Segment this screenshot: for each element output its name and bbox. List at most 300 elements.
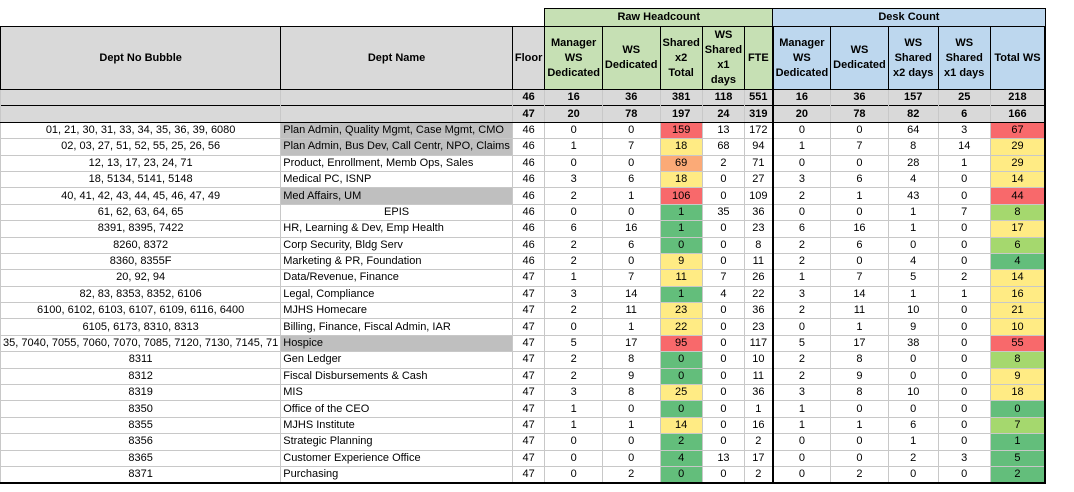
- cell-raw-shared-x1[interactable]: 0: [702, 385, 744, 401]
- cell-desk-manager[interactable]: 3: [773, 385, 831, 401]
- cell-desk-ws-dedicated[interactable]: 0: [831, 434, 889, 450]
- cell-floor[interactable]: 46: [512, 122, 545, 138]
- cell-dept-no[interactable]: 40, 41, 42, 43, 44, 45, 46, 47, 49: [1, 188, 281, 204]
- cell-fte[interactable]: 27: [745, 171, 773, 187]
- cell-total-ws[interactable]: 6: [990, 237, 1045, 253]
- cell-desk-ws-dedicated[interactable]: 0: [831, 401, 889, 417]
- cell-desk-shared-x1[interactable]: 1: [938, 286, 990, 302]
- cell-raw-shared-x1[interactable]: 0: [702, 171, 744, 187]
- cell-desk-shared-x1[interactable]: 3: [938, 450, 990, 466]
- cell-dept-no[interactable]: 61, 62, 63, 64, 65: [1, 204, 281, 220]
- cell-dept-name[interactable]: Customer Experience Office: [281, 450, 513, 466]
- cell-floor[interactable]: 46: [512, 204, 545, 220]
- cell-raw-manager[interactable]: 1: [545, 401, 603, 417]
- cell-dept-no[interactable]: 8311: [1, 352, 281, 368]
- cell-raw-ws-dedicated[interactable]: 9: [602, 368, 660, 384]
- cell-total-ws[interactable]: 9: [990, 368, 1045, 384]
- cell-desk-shared-x2[interactable]: 157: [888, 90, 938, 106]
- cell-raw-manager[interactable]: 6: [545, 221, 603, 237]
- cell-dept-no[interactable]: 12, 13, 17, 23, 24, 71: [1, 155, 281, 171]
- cell-dept-name[interactable]: Corp Security, Bldg Serv: [281, 237, 513, 253]
- cell-raw-ws-dedicated[interactable]: 78: [602, 106, 660, 122]
- cell-desk-shared-x2[interactable]: 10: [888, 385, 938, 401]
- col-header-raw-manager[interactable]: Manager WS Dedicated: [545, 27, 603, 90]
- cell-desk-ws-dedicated[interactable]: 36: [831, 90, 889, 106]
- cell-raw-shared-x1[interactable]: 0: [702, 466, 744, 483]
- cell-total-ws[interactable]: 8: [990, 204, 1045, 220]
- cell-desk-ws-dedicated[interactable]: 1: [831, 417, 889, 433]
- cell-desk-manager[interactable]: 2: [773, 352, 831, 368]
- cell-raw-manager[interactable]: 2: [545, 188, 603, 204]
- cell-total-ws[interactable]: 1: [990, 434, 1045, 450]
- cell-total-ws[interactable]: 14: [990, 171, 1045, 187]
- cell-desk-shared-x1[interactable]: 0: [938, 385, 990, 401]
- cell-desk-shared-x1[interactable]: 0: [938, 237, 990, 253]
- cell-dept-no[interactable]: 6100, 6102, 6103, 6107, 6109, 6116, 6400: [1, 303, 281, 319]
- cell-desk-shared-x1[interactable]: 2: [938, 270, 990, 286]
- cell-raw-shared-x2[interactable]: 106: [660, 188, 702, 204]
- cell-desk-manager[interactable]: 0: [773, 155, 831, 171]
- cell-desk-manager[interactable]: 0: [773, 204, 831, 220]
- cell-floor[interactable]: 47: [512, 106, 545, 122]
- cell-raw-ws-dedicated[interactable]: 0: [602, 204, 660, 220]
- col-header-desk-shared-x2[interactable]: WS Shared x2 days: [888, 27, 938, 90]
- cell-floor[interactable]: 47: [512, 352, 545, 368]
- cell-floor[interactable]: 47: [512, 466, 545, 483]
- cell-desk-ws-dedicated[interactable]: 1: [831, 188, 889, 204]
- cell-floor[interactable]: 47: [512, 417, 545, 433]
- cell-fte[interactable]: 117: [745, 335, 773, 351]
- cell-desk-shared-x1[interactable]: 25: [938, 90, 990, 106]
- cell-desk-ws-dedicated[interactable]: 6: [831, 171, 889, 187]
- cell-raw-ws-dedicated[interactable]: 1: [602, 188, 660, 204]
- cell-floor[interactable]: 47: [512, 319, 545, 335]
- cell-raw-ws-dedicated[interactable]: 0: [602, 122, 660, 138]
- cell-fte[interactable]: 36: [745, 303, 773, 319]
- cell-desk-shared-x1[interactable]: 3: [938, 122, 990, 138]
- cell-fte[interactable]: 22: [745, 286, 773, 302]
- cell-dept-no[interactable]: [1, 90, 281, 106]
- cell-raw-shared-x2[interactable]: 0: [660, 466, 702, 483]
- cell-raw-manager[interactable]: 3: [545, 171, 603, 187]
- cell-fte[interactable]: 26: [745, 270, 773, 286]
- cell-desk-manager[interactable]: 5: [773, 335, 831, 351]
- cell-desk-shared-x1[interactable]: 0: [938, 466, 990, 483]
- cell-desk-shared-x1[interactable]: 0: [938, 253, 990, 269]
- cell-raw-ws-dedicated[interactable]: 6: [602, 237, 660, 253]
- cell-desk-ws-dedicated[interactable]: 0: [831, 204, 889, 220]
- cell-total-ws[interactable]: 44: [990, 188, 1045, 204]
- cell-desk-manager[interactable]: 0: [773, 319, 831, 335]
- cell-total-ws[interactable]: 29: [990, 155, 1045, 171]
- cell-raw-shared-x1[interactable]: 0: [702, 401, 744, 417]
- cell-desk-ws-dedicated[interactable]: 0: [831, 122, 889, 138]
- cell-raw-shared-x2[interactable]: 95: [660, 335, 702, 351]
- cell-desk-shared-x1[interactable]: 0: [938, 303, 990, 319]
- cell-raw-shared-x1[interactable]: 68: [702, 139, 744, 155]
- col-header-total-ws[interactable]: Total WS: [990, 27, 1045, 90]
- cell-fte[interactable]: 2: [745, 434, 773, 450]
- cell-raw-shared-x1[interactable]: 0: [702, 417, 744, 433]
- cell-dept-name[interactable]: MIS: [281, 385, 513, 401]
- cell-floor[interactable]: 47: [512, 286, 545, 302]
- cell-dept-no[interactable]: [1, 106, 281, 122]
- cell-floor[interactable]: 46: [512, 188, 545, 204]
- cell-raw-shared-x1[interactable]: 118: [702, 90, 744, 106]
- cell-total-ws[interactable]: 29: [990, 139, 1045, 155]
- cell-desk-shared-x2[interactable]: 9: [888, 319, 938, 335]
- cell-desk-shared-x2[interactable]: 1: [888, 286, 938, 302]
- cell-raw-shared-x1[interactable]: 0: [702, 335, 744, 351]
- cell-floor[interactable]: 47: [512, 270, 545, 286]
- cell-floor[interactable]: 47: [512, 303, 545, 319]
- cell-desk-shared-x1[interactable]: 1: [938, 155, 990, 171]
- cell-desk-shared-x2[interactable]: 0: [888, 237, 938, 253]
- cell-dept-no[interactable]: 8319: [1, 385, 281, 401]
- cell-desk-shared-x1[interactable]: 0: [938, 352, 990, 368]
- cell-raw-manager[interactable]: 16: [545, 90, 603, 106]
- cell-raw-ws-dedicated[interactable]: 14: [602, 286, 660, 302]
- col-header-floor[interactable]: Floor: [512, 27, 545, 90]
- cell-dept-name[interactable]: Medical PC, ISNP: [281, 171, 513, 187]
- cell-raw-shared-x2[interactable]: 22: [660, 319, 702, 335]
- cell-dept-name[interactable]: Billing, Finance, Fiscal Admin, IAR: [281, 319, 513, 335]
- cell-raw-ws-dedicated[interactable]: 0: [602, 253, 660, 269]
- cell-raw-ws-dedicated[interactable]: 11: [602, 303, 660, 319]
- cell-dept-name[interactable]: Fiscal Disbursements & Cash: [281, 368, 513, 384]
- cell-dept-name[interactable]: HR, Learning & Dev, Emp Health: [281, 221, 513, 237]
- cell-total-ws[interactable]: 10: [990, 319, 1045, 335]
- cell-floor[interactable]: 47: [512, 368, 545, 384]
- cell-raw-ws-dedicated[interactable]: 8: [602, 352, 660, 368]
- cell-floor[interactable]: 47: [512, 385, 545, 401]
- cell-desk-ws-dedicated[interactable]: 0: [831, 253, 889, 269]
- cell-fte[interactable]: 94: [745, 139, 773, 155]
- cell-total-ws[interactable]: 7: [990, 417, 1045, 433]
- cell-raw-shared-x2[interactable]: 18: [660, 139, 702, 155]
- cell-raw-shared-x2[interactable]: 0: [660, 401, 702, 417]
- cell-raw-manager[interactable]: 0: [545, 204, 603, 220]
- cell-fte[interactable]: 109: [745, 188, 773, 204]
- cell-raw-ws-dedicated[interactable]: 1: [602, 319, 660, 335]
- cell-raw-shared-x1[interactable]: 0: [702, 434, 744, 450]
- cell-fte[interactable]: 10: [745, 352, 773, 368]
- cell-desk-manager[interactable]: 3: [773, 286, 831, 302]
- cell-desk-shared-x1[interactable]: 0: [938, 434, 990, 450]
- cell-dept-name[interactable]: Gen Ledger: [281, 352, 513, 368]
- cell-desk-shared-x2[interactable]: 10: [888, 303, 938, 319]
- cell-floor[interactable]: 46: [512, 155, 545, 171]
- cell-desk-shared-x2[interactable]: 82: [888, 106, 938, 122]
- cell-total-ws[interactable]: 55: [990, 335, 1045, 351]
- col-header-dept-no[interactable]: Dept No Bubble: [1, 27, 281, 90]
- cell-dept-no[interactable]: 8365: [1, 450, 281, 466]
- cell-dept-name[interactable]: Office of the CEO: [281, 401, 513, 417]
- cell-floor[interactable]: 46: [512, 171, 545, 187]
- cell-dept-name[interactable]: [281, 90, 513, 106]
- cell-raw-manager[interactable]: 2: [545, 303, 603, 319]
- cell-dept-no[interactable]: 8391, 8395, 7422: [1, 221, 281, 237]
- cell-desk-shared-x2[interactable]: 0: [888, 401, 938, 417]
- cell-dept-no[interactable]: 8260, 8372: [1, 237, 281, 253]
- cell-desk-manager[interactable]: 3: [773, 171, 831, 187]
- cell-dept-name[interactable]: MJHS Homecare: [281, 303, 513, 319]
- cell-desk-shared-x1[interactable]: 0: [938, 368, 990, 384]
- cell-raw-shared-x2[interactable]: 25: [660, 385, 702, 401]
- cell-floor[interactable]: 46: [512, 253, 545, 269]
- cell-desk-shared-x1[interactable]: 6: [938, 106, 990, 122]
- cell-dept-name[interactable]: Product, Enrollment, Memb Ops, Sales: [281, 155, 513, 171]
- cell-raw-shared-x1[interactable]: 0: [702, 237, 744, 253]
- cell-raw-shared-x2[interactable]: 11: [660, 270, 702, 286]
- cell-total-ws[interactable]: 4: [990, 253, 1045, 269]
- cell-raw-shared-x2[interactable]: 381: [660, 90, 702, 106]
- cell-raw-shared-x1[interactable]: 13: [702, 450, 744, 466]
- cell-total-ws[interactable]: 17: [990, 221, 1045, 237]
- cell-fte[interactable]: 23: [745, 319, 773, 335]
- cell-dept-name[interactable]: Strategic Planning: [281, 434, 513, 450]
- cell-raw-shared-x2[interactable]: 159: [660, 122, 702, 138]
- cell-desk-manager[interactable]: 2: [773, 237, 831, 253]
- cell-raw-manager[interactable]: 0: [545, 434, 603, 450]
- cell-desk-manager[interactable]: 1: [773, 401, 831, 417]
- cell-fte[interactable]: 23: [745, 221, 773, 237]
- cell-desk-shared-x2[interactable]: 64: [888, 122, 938, 138]
- cell-raw-shared-x1[interactable]: 2: [702, 155, 744, 171]
- cell-fte[interactable]: 71: [745, 155, 773, 171]
- cell-desk-manager[interactable]: 2: [773, 188, 831, 204]
- col-header-desk-manager[interactable]: Manager WS Dedicated: [773, 27, 831, 90]
- cell-raw-manager[interactable]: 2: [545, 237, 603, 253]
- cell-dept-name[interactable]: EPIS: [281, 204, 513, 220]
- cell-desk-ws-dedicated[interactable]: 17: [831, 335, 889, 351]
- cell-raw-shared-x2[interactable]: 2: [660, 434, 702, 450]
- cell-raw-shared-x1[interactable]: 24: [702, 106, 744, 122]
- cell-desk-ws-dedicated[interactable]: 9: [831, 368, 889, 384]
- cell-raw-manager[interactable]: 20: [545, 106, 603, 122]
- cell-raw-ws-dedicated[interactable]: 0: [602, 401, 660, 417]
- cell-desk-ws-dedicated[interactable]: 7: [831, 270, 889, 286]
- cell-desk-shared-x1[interactable]: 0: [938, 335, 990, 351]
- cell-desk-shared-x2[interactable]: 1: [888, 204, 938, 220]
- col-header-raw-ws-dedicated[interactable]: WS Dedicated: [602, 27, 660, 90]
- cell-raw-manager[interactable]: 0: [545, 155, 603, 171]
- cell-raw-shared-x2[interactable]: 69: [660, 155, 702, 171]
- cell-dept-no[interactable]: 35, 7040, 7055, 7060, 7070, 7085, 7120, 7130, 7145, 71: [1, 335, 281, 351]
- cell-desk-shared-x2[interactable]: 8: [888, 139, 938, 155]
- cell-desk-ws-dedicated[interactable]: 1: [831, 319, 889, 335]
- cell-desk-manager[interactable]: 0: [773, 466, 831, 483]
- cell-total-ws[interactable]: 67: [990, 122, 1045, 138]
- cell-floor[interactable]: 46: [512, 237, 545, 253]
- cell-desk-ws-dedicated[interactable]: 0: [831, 450, 889, 466]
- cell-desk-manager[interactable]: 0: [773, 450, 831, 466]
- cell-dept-no[interactable]: 8350: [1, 401, 281, 417]
- cell-desk-manager[interactable]: 6: [773, 221, 831, 237]
- cell-dept-name[interactable]: Data/Revenue, Finance: [281, 270, 513, 286]
- cell-total-ws[interactable]: 21: [990, 303, 1045, 319]
- cell-floor[interactable]: 46: [512, 221, 545, 237]
- cell-raw-manager[interactable]: 2: [545, 352, 603, 368]
- cell-raw-shared-x1[interactable]: 0: [702, 303, 744, 319]
- cell-raw-shared-x1[interactable]: 13: [702, 122, 744, 138]
- cell-total-ws[interactable]: 16: [990, 286, 1045, 302]
- cell-fte[interactable]: 172: [745, 122, 773, 138]
- col-header-fte[interactable]: FTE: [745, 27, 773, 90]
- cell-dept-no[interactable]: 01, 21, 30, 31, 33, 34, 35, 36, 39, 6080: [1, 122, 281, 138]
- cell-fte[interactable]: 36: [745, 385, 773, 401]
- cell-raw-shared-x1[interactable]: 0: [702, 188, 744, 204]
- cell-floor[interactable]: 46: [512, 139, 545, 155]
- cell-dept-no[interactable]: 6105, 6173, 8310, 8313: [1, 319, 281, 335]
- cell-desk-ws-dedicated[interactable]: 14: [831, 286, 889, 302]
- cell-dept-no[interactable]: 8312: [1, 368, 281, 384]
- cell-desk-ws-dedicated[interactable]: 7: [831, 139, 889, 155]
- cell-desk-manager[interactable]: 16: [773, 90, 831, 106]
- cell-raw-ws-dedicated[interactable]: 16: [602, 221, 660, 237]
- cell-raw-manager[interactable]: 0: [545, 450, 603, 466]
- cell-raw-shared-x2[interactable]: 18: [660, 171, 702, 187]
- cell-raw-ws-dedicated[interactable]: 36: [602, 90, 660, 106]
- cell-fte[interactable]: 8: [745, 237, 773, 253]
- cell-desk-manager[interactable]: 0: [773, 122, 831, 138]
- cell-floor[interactable]: 47: [512, 335, 545, 351]
- cell-fte[interactable]: 2: [745, 466, 773, 483]
- cell-desk-shared-x2[interactable]: 4: [888, 253, 938, 269]
- cell-raw-manager[interactable]: 1: [545, 139, 603, 155]
- cell-dept-no[interactable]: 18, 5134, 5141, 5148: [1, 171, 281, 187]
- cell-desk-manager[interactable]: 1: [773, 417, 831, 433]
- cell-dept-name[interactable]: [281, 106, 513, 122]
- cell-desk-shared-x2[interactable]: 6: [888, 417, 938, 433]
- col-header-dept-name[interactable]: Dept Name: [281, 27, 513, 90]
- cell-raw-ws-dedicated[interactable]: 7: [602, 139, 660, 155]
- cell-desk-shared-x2[interactable]: 43: [888, 188, 938, 204]
- cell-dept-name[interactable]: Purchasing: [281, 466, 513, 483]
- cell-total-ws[interactable]: 0: [990, 401, 1045, 417]
- cell-desk-shared-x1[interactable]: 14: [938, 139, 990, 155]
- cell-raw-ws-dedicated[interactable]: 8: [602, 385, 660, 401]
- cell-desk-ws-dedicated[interactable]: 16: [831, 221, 889, 237]
- cell-floor[interactable]: 47: [512, 434, 545, 450]
- cell-desk-shared-x1[interactable]: 7: [938, 204, 990, 220]
- cell-raw-shared-x1[interactable]: 0: [702, 319, 744, 335]
- cell-fte[interactable]: 11: [745, 253, 773, 269]
- cell-raw-shared-x2[interactable]: 9: [660, 253, 702, 269]
- cell-fte[interactable]: 11: [745, 368, 773, 384]
- cell-raw-shared-x1[interactable]: 35: [702, 204, 744, 220]
- cell-desk-ws-dedicated[interactable]: 78: [831, 106, 889, 122]
- cell-floor[interactable]: 47: [512, 450, 545, 466]
- col-header-desk-shared-x1[interactable]: WS Shared x1 days: [938, 27, 990, 90]
- cell-raw-shared-x2[interactable]: 23: [660, 303, 702, 319]
- col-header-raw-shared-x1[interactable]: WS Shared x1 days: [702, 27, 744, 90]
- cell-dept-no[interactable]: 8371: [1, 466, 281, 483]
- cell-total-ws[interactable]: 218: [990, 90, 1045, 106]
- cell-total-ws[interactable]: 14: [990, 270, 1045, 286]
- cell-total-ws[interactable]: 8: [990, 352, 1045, 368]
- cell-raw-manager[interactable]: 1: [545, 417, 603, 433]
- cell-total-ws[interactable]: 2: [990, 466, 1045, 483]
- cell-desk-shared-x2[interactable]: 0: [888, 368, 938, 384]
- cell-desk-shared-x1[interactable]: 0: [938, 319, 990, 335]
- cell-raw-shared-x2[interactable]: 1: [660, 286, 702, 302]
- cell-dept-name[interactable]: Med Affairs, UM: [281, 188, 513, 204]
- cell-fte[interactable]: 16: [745, 417, 773, 433]
- cell-desk-shared-x2[interactable]: 0: [888, 466, 938, 483]
- cell-dept-name[interactable]: Legal, Compliance: [281, 286, 513, 302]
- cell-raw-manager[interactable]: 1: [545, 270, 603, 286]
- cell-raw-shared-x1[interactable]: 4: [702, 286, 744, 302]
- cell-dept-name[interactable]: Marketing & PR, Foundation: [281, 253, 513, 269]
- cell-dept-no[interactable]: 8360, 8355F: [1, 253, 281, 269]
- cell-desk-ws-dedicated[interactable]: 0: [831, 155, 889, 171]
- cell-total-ws[interactable]: 5: [990, 450, 1045, 466]
- cell-desk-manager[interactable]: 1: [773, 139, 831, 155]
- cell-fte[interactable]: 1: [745, 401, 773, 417]
- cell-raw-ws-dedicated[interactable]: 7: [602, 270, 660, 286]
- cell-desk-shared-x1[interactable]: 0: [938, 221, 990, 237]
- cell-raw-shared-x1[interactable]: 7: [702, 270, 744, 286]
- cell-raw-manager[interactable]: 5: [545, 335, 603, 351]
- cell-raw-shared-x2[interactable]: 14: [660, 417, 702, 433]
- cell-raw-ws-dedicated[interactable]: 0: [602, 434, 660, 450]
- cell-fte[interactable]: 17: [745, 450, 773, 466]
- cell-total-ws[interactable]: 166: [990, 106, 1045, 122]
- cell-dept-name[interactable]: MJHS Institute: [281, 417, 513, 433]
- cell-raw-shared-x2[interactable]: 0: [660, 368, 702, 384]
- cell-raw-manager[interactable]: 0: [545, 466, 603, 483]
- cell-raw-shared-x2[interactable]: 1: [660, 204, 702, 220]
- cell-raw-shared-x1[interactable]: 0: [702, 221, 744, 237]
- cell-raw-ws-dedicated[interactable]: 17: [602, 335, 660, 351]
- cell-raw-shared-x2[interactable]: 0: [660, 237, 702, 253]
- cell-floor[interactable]: 46: [512, 90, 545, 106]
- cell-raw-ws-dedicated[interactable]: 2: [602, 466, 660, 483]
- cell-desk-shared-x2[interactable]: 1: [888, 434, 938, 450]
- cell-dept-name[interactable]: Plan Admin, Bus Dev, Call Centr, NPO, Claims: [281, 139, 513, 155]
- cell-raw-shared-x2[interactable]: 197: [660, 106, 702, 122]
- cell-raw-manager[interactable]: 2: [545, 368, 603, 384]
- cell-desk-shared-x1[interactable]: 0: [938, 188, 990, 204]
- cell-total-ws[interactable]: 18: [990, 385, 1045, 401]
- cell-raw-ws-dedicated[interactable]: 0: [602, 155, 660, 171]
- cell-desk-manager[interactable]: 1: [773, 270, 831, 286]
- cell-raw-manager[interactable]: 3: [545, 385, 603, 401]
- cell-dept-name[interactable]: Hospice: [281, 335, 513, 351]
- cell-fte[interactable]: 319: [745, 106, 773, 122]
- cell-raw-manager[interactable]: 2: [545, 253, 603, 269]
- cell-desk-shared-x2[interactable]: 2: [888, 450, 938, 466]
- cell-desk-shared-x1[interactable]: 0: [938, 171, 990, 187]
- cell-desk-manager[interactable]: 0: [773, 434, 831, 450]
- cell-desk-ws-dedicated[interactable]: 11: [831, 303, 889, 319]
- cell-dept-name[interactable]: Plan Admin, Quality Mgmt, Case Mgmt, CMO: [281, 122, 513, 138]
- cell-dept-no[interactable]: 82, 83, 8353, 8352, 6106: [1, 286, 281, 302]
- cell-desk-manager[interactable]: 2: [773, 253, 831, 269]
- cell-desk-shared-x1[interactable]: 0: [938, 401, 990, 417]
- cell-desk-shared-x1[interactable]: 0: [938, 417, 990, 433]
- cell-desk-shared-x2[interactable]: 5: [888, 270, 938, 286]
- cell-raw-shared-x2[interactable]: 1: [660, 221, 702, 237]
- cell-desk-shared-x2[interactable]: 0: [888, 352, 938, 368]
- cell-desk-shared-x2[interactable]: 28: [888, 155, 938, 171]
- cell-dept-no[interactable]: 02, 03, 27, 51, 52, 55, 25, 26, 56: [1, 139, 281, 155]
- cell-raw-shared-x1[interactable]: 0: [702, 368, 744, 384]
- cell-raw-shared-x2[interactable]: 0: [660, 352, 702, 368]
- cell-raw-ws-dedicated[interactable]: 1: [602, 417, 660, 433]
- cell-fte[interactable]: 551: [745, 90, 773, 106]
